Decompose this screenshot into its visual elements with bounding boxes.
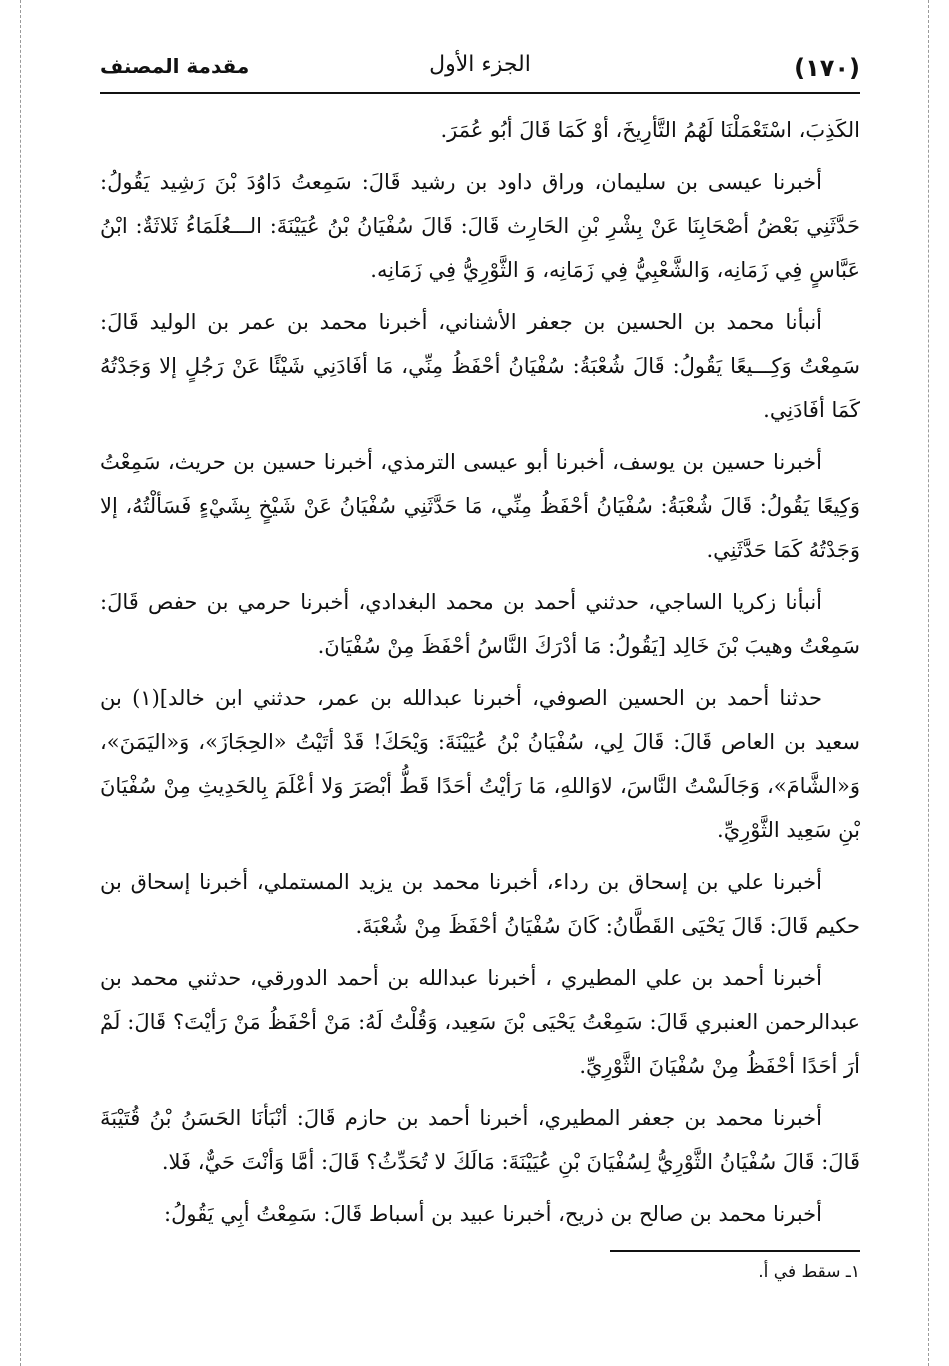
page-header <box>100 48 860 88</box>
footnote-divider <box>610 1250 860 1252</box>
paragraph: حدثنا أحمد بن الحسين الصوفي، أخبرنا عبدالله بن عمر، حدثني ابن خالد](١) بن سعيد بن العاص قَالَ: قَالَ لِي، سُفْيَانُ بْنُ عُيَيْنَةَ: وَيْحَكَ! قَدْ أتَيْتُ «الحِجَازَ»، وَ«اليَمَنَ»، وَ«الشَّامَ»، وَجَالَسْتُ النَّاسَ، لاوَاللهِ، مَا رَأيْتُ أحَدًا قَطُّ أبْصَرَ وَلا أعْلَمَ بِالحَدِيثِ مِنْ سُفْيَانَ بْنِ سَعِيد الثَّوْرِيِّ. <box>100 686 860 842</box>
paragraph: أخبرنا علي بن إسحاق بن رداء، أخبرنا محمد بن يزيد المستملي، أخبرنا إسحاق بن حكيم قَالَ: قَالَ يَحْيَى القَطَّانُ: كَانَ سُفْيَانُ أحْفَظَ مِنْ شُعْبَةَ. <box>100 870 860 938</box>
paragraph: أخبرنا حسين بن يوسف، أخبرنا أبو عيسى الترمذي، أخبرنا حسين بن حريث، سَمِعْتُ وَكِيعًا يَقُولُ: قَالَ شُعْبَةُ: سُفْيَانُ أحْفَظُ مِنِّي، مَا حَدَّثَنِي سُفْيَانُ عَنْ شَيْخٍ بِشَيْءٍ فَسَألْتُهُ، إلا وَجَدْتُهُ كَمَا حَدَّثَنِي. <box>100 450 860 562</box>
header-divider <box>100 92 860 94</box>
paragraph: أخبرنا أحمد بن علي المطيري ، أخبرنا عبدالله بن أحمد الدورقي، حدثني محمد بن عبدالرحمن العنبري قَالَ: سَمِعْتُ يَحْيَى بْنَ سَعِيد، وَقُلْتُ لَهُ: مَنْ أحْفَظُ مَنْ رَأيْتَ؟ قَالَ: لَمْ أرَ أحَدًا أحْفَظُ مِنْ سُفْيَانَ الثَّوْرِيِّ. <box>100 966 860 1078</box>
paragraph: أخبرنا محمد بن صالح بن ذريح، أخبرنا عبيد بن أسباط قَالَ: سَمِعْتُ أبِي يَقُولُ: <box>164 1202 822 1226</box>
main-text <box>100 108 860 1244</box>
paragraph: الكَذِبَ، اسْتَعْمَلْنَا لَهُمُ التَّأرِيخَ، أوْ كَمَا قَالَ أبُو عُمَرَ. <box>440 118 860 142</box>
scan-edge-right <box>928 0 929 1366</box>
paragraph: أخبرنا عيسى بن سليمان، وراق داود بن رشيد قَالَ: سَمِعتُ دَاوُدَ بْنَ رَشِيد يَقُولُ: حَدَّثَنِي بَعْضُ أصْحَابِنَا عَنْ بِشْرِ بْنِ الحَارِث قَالَ: قَالَ سُفْيَانُ بْنُ عُيَيْنَةَ: الـــعُلَمَاءُ ثَلاثَةٌ: ابْنُ عَبَّاسٍ فِي زَمَانِه، وَالشَّعْبِيُّ فِي زَمَانِه، وَ الثَّوْرِيُّ فِي زَمَانِه. <box>100 170 860 282</box>
paragraph: أخبرنا محمد بن جعفر المطيري، أخبرنا أحمد بن حازم قَالَ: أنْبَأنَا الحَسَنُ بْنُ قُتَيْبَةَ قَالَ: قَالَ سُفْيَانُ الثَّوْرِيُّ لِسُفْيَانَ بْنِ عُيَيْنَةَ: مَالَكَ لا تُحَدِّثُ؟ قَالَ: أمَّا وَأنْتَ حَيٌّ، فَلا. <box>100 1106 860 1174</box>
paragraph: أنبأنا زكريا الساجي، حدثني أحمد بن محمد البغدادي، أخبرنا حرمي بن حفص قَالَ: سَمِعْتُ وهيبَ بْنَ خَالِد [يَقُولُ: مَا أدْرَكَ النَّاسُ أحْفَظَ مِنْ سُفْيَانَ. <box>100 590 860 658</box>
page-number: (١٧٠) <box>794 54 860 82</box>
volume-title: الجزء الأول <box>429 52 531 77</box>
section-title: مقدمة المصنف <box>100 54 250 78</box>
footnote: ١ـ سقط في أ. <box>758 1262 860 1282</box>
scan-edge-left <box>20 0 21 1366</box>
paragraph: أنبأنا محمد بن الحسين بن جعفر الأشناني، أخبرنا محمد بن عمر بن الوليد قَالَ: سَمِعْتُ وَكِـــيعًا يَقُولُ: قَالَ شُعْبَةُ: سُفْيَانُ أحْفَظُ مِنِّي، مَا أفَادَنِي شَيْئًا عَنْ رَجُلٍ إلا وَجَدْتُهُ كَمَا أفَادَنِي. <box>100 310 860 422</box>
